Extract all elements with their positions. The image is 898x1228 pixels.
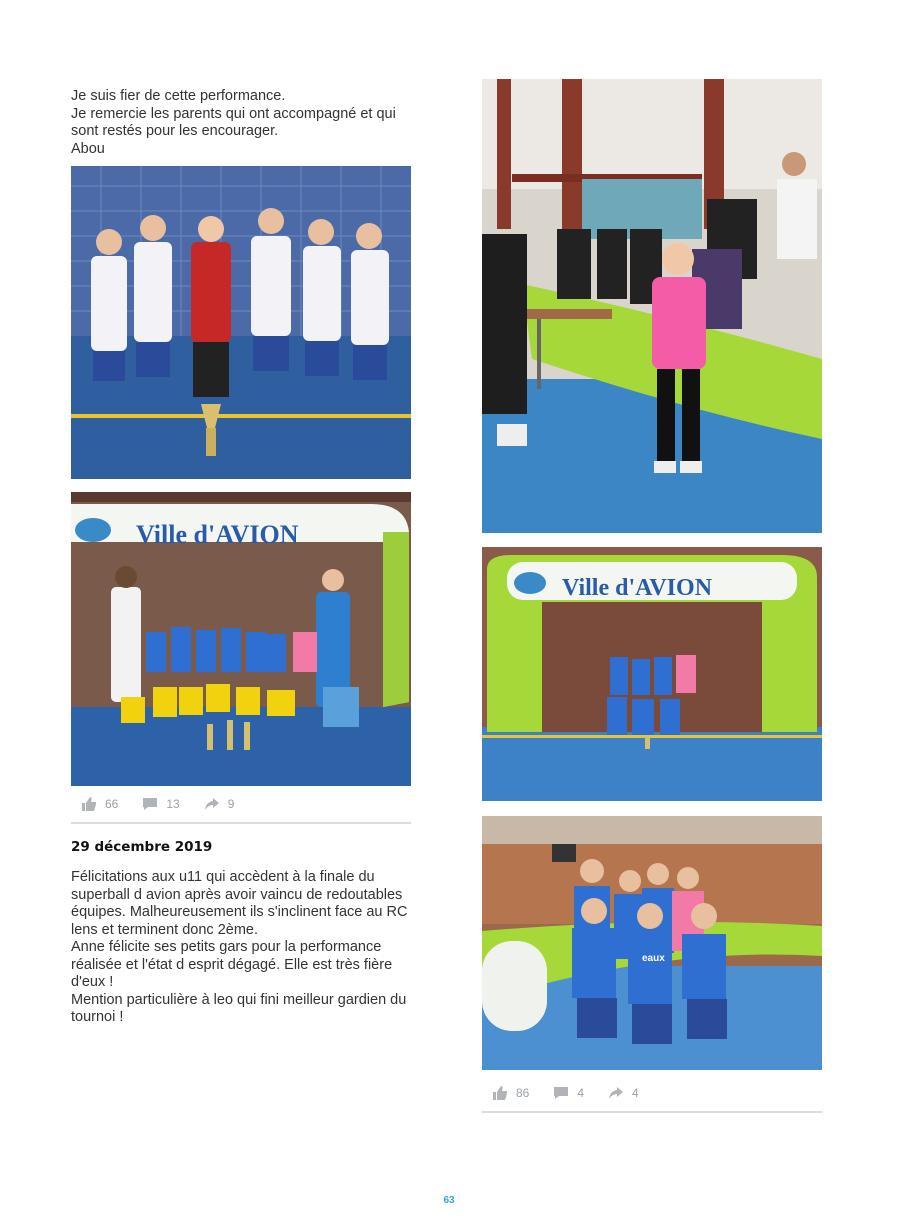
thumbs-up-icon (492, 1085, 508, 1101)
comment-icon (142, 796, 158, 812)
post2-paragraph: Anne félicite ses petits gars pour la performance réalisée et l'état d esprit dégagé. Elle est très fière d'eux ! (71, 939, 393, 990)
comments-count: 13 (166, 797, 180, 811)
team-medals-photo (71, 166, 411, 479)
avion-photo-icon (482, 547, 822, 801)
shares-counter[interactable] (204, 796, 235, 812)
post1-social-bar (71, 786, 411, 824)
u11-photo-icon (482, 816, 822, 1070)
thumbs-up-icon (81, 796, 97, 812)
shares-counter[interactable] (608, 1085, 639, 1101)
ville-avion-banner: Ville d'AVION (136, 520, 299, 549)
share-arrow-icon (608, 1085, 624, 1101)
post2-social-bar (482, 1075, 822, 1113)
comments-counter[interactable] (142, 796, 179, 812)
goalkeeper-photo (482, 79, 822, 533)
ville-avion-group-photo (71, 492, 411, 786)
post2-paragraph: Mention particulière à leo qui fini meilleur gardien du tournoi ! (71, 991, 407, 1025)
u11-team-photo (482, 816, 822, 1070)
comment-icon (553, 1085, 569, 1101)
likes-count: 66 (105, 797, 119, 811)
intro-text (71, 88, 416, 158)
team-photo-icon (71, 166, 411, 479)
shirt-sponsor-text: eaux (642, 953, 665, 964)
page-number: 63 (443, 1195, 455, 1206)
right-column (482, 79, 822, 1113)
ville-avion-banner-right: Ville d'AVION (562, 575, 713, 601)
shares-count: 4 (632, 1086, 639, 1100)
ville-avion-team-photo (482, 547, 822, 801)
intro-signature: Abou (71, 140, 105, 157)
comments-count: 4 (577, 1086, 585, 1100)
post2-date: 29 décembre 2019 (71, 839, 213, 855)
comments-counter[interactable] (553, 1085, 584, 1101)
left-column (71, 88, 411, 1027)
goalkeeper-photo-icon (482, 79, 822, 533)
group-photo-icon (71, 492, 411, 786)
post2-text (71, 869, 416, 1027)
intro-line: Je suis fier de cette performance. (71, 88, 286, 104)
likes-count: 86 (516, 1086, 530, 1100)
likes-counter[interactable] (492, 1085, 529, 1101)
shares-count: 9 (227, 797, 235, 811)
share-arrow-icon (204, 796, 220, 812)
intro-line: Je remercie les parents qui ont accompagné et qui sont restés pour les encourager. (71, 105, 396, 139)
post2-paragraph: Félicitations aux u11 qui accèdent à la finale du superball d avion après avoir vaincu de redoutables équipes. Malheureusement ils s'inclinent face au RC lens et terminent donc 2ème. (71, 869, 408, 938)
likes-counter[interactable] (81, 796, 118, 812)
